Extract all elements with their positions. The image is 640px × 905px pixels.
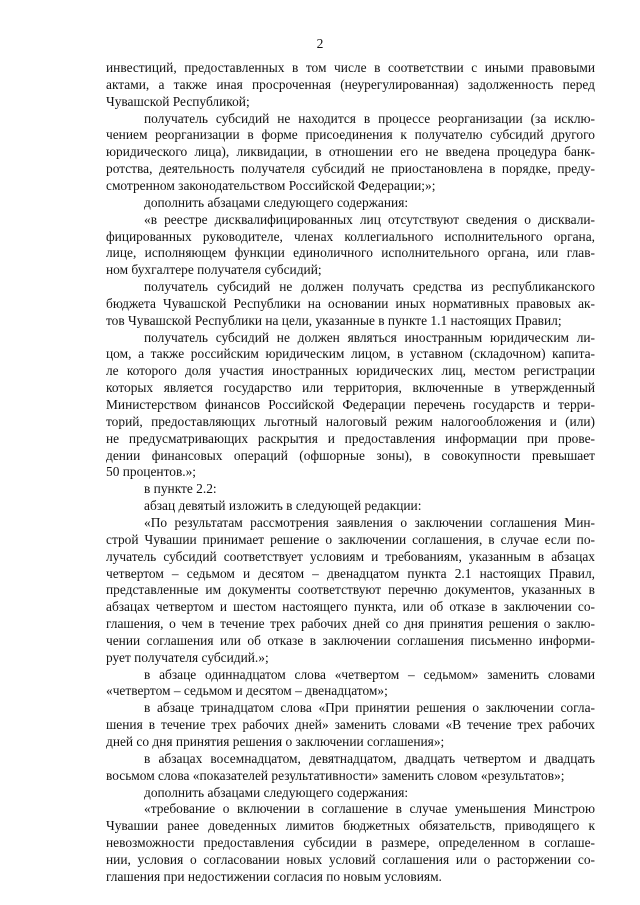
text-line: дней со дня принятия решения о заключении соглашения»; [106,734,445,749]
text-line: лучатель субсидий соответствует условиям и требованиям, указанным в абзацах [106,548,595,564]
text-line: шения в течение трех рабочих дней» заменить словами «В течение трех рабочих [106,717,595,733]
text-line: абзац девятый изложить в следующей редакции: [144,498,422,514]
text-line: четвертом – седьмом и десятом – двенадцатом пункта 2.1 настоящих Правил, [106,565,595,581]
text-line: невозможности предоставления субсидии в размере, определенном в соглаше- [106,835,595,851]
text-line: дополнить абзацами следующего содержания: [144,194,409,210]
text-line: восьмом слова «показателей результативности» заменить словом «результатов»; [106,767,565,783]
text-line: Чувашии ранее доведенных лимитов бюджетных обязательств, приводящего к [106,818,595,834]
text-line: не предусматривающих раскрытия и предоставления информации при прове- [106,430,595,446]
text-line: цом, а также российским юридическим лицом, в уставном (складочном) капита- [106,346,595,362]
text-line: которых является государство или территория, включенные в утвержденный [106,380,595,396]
text-line: в абзацах восемнадцатом, девятнадцатом, двадцать четвертом и двадцать [144,750,595,766]
text-line: представленные им документы соответствуют перечню документов, указанных в [106,582,595,598]
text-line: актами, а также иная просроченная (неурегулированная) задолженность перед [106,76,595,92]
text-line: инвестиций, предоставленных в том числе в соответствии с иными правовыми [106,60,595,75]
text-line: Министерством финансов Российской Федерации перечень государств и терри- [106,397,595,412]
text-line: дении финансовых операций (офшорные зоны), в совокупности превышает [106,447,595,463]
text-line: получатель субсидий не должен являться иностранным юридическим ли- [144,329,595,345]
text-line: «требование о включении в соглашение в случае уменьшения Минстрою [144,801,595,817]
text-line: глашения при недостижении согласия по новым условиям. [106,868,442,884]
text-line: Чувашской Республикой; [106,93,250,109]
text-line: получатель субсидий не находится в процессе реорганизации (за исклю- [144,110,595,126]
text-line: торий, предоставляющих льготный налоговый режим налогообложения и (или) [106,413,595,429]
text-line: глашения, о чем в течение трех рабочих дней со дня принятия решения о заклю- [106,616,595,632]
text-line: фицированных руководителе, членах коллегиального исполнительного органа, [106,228,595,244]
text-line: в абзаце тринадцатом слова «При принятии решения о заключении согла- [144,700,595,716]
text-line: «четвертом – седьмом и десятом – двенадцатом»; [106,683,388,699]
text-line: рует получателя субсидий.»; [106,649,269,665]
text-line: абзацах четвертом и шестом настоящего пункта, или об отказе в заключении со- [106,599,595,615]
text-line: ле которого доля участия иностранных юридических лиц, местом регистрации [106,363,595,379]
text-line: «По результатам рассмотрения заявления о заключении соглашения Мин- [144,514,595,530]
text-line: смотренном законодательством Российской Федерации;»; [106,177,436,193]
text-line: юридического лица), ликвидации, в отношении его не введена процедура банк- [106,144,595,160]
text-line: получатель субсидий не должен получать средства из республиканского [144,279,595,295]
text-line: тов Чувашской Республики на цели, указанные в пункте 1.1 настоящих Правил; [106,312,562,328]
text-line: ротства, деятельность получателя субсидий не приостановлена в порядке, преду- [106,161,595,177]
text-line: 50 процентов.»; [106,464,197,480]
text-line: в абзаце одиннадцатом слова «четвертом – седьмом» заменить словами [144,666,595,682]
text-line: в пункте 2.2: [144,481,217,497]
text-line: «в реестре дисквалифицированных лиц отсутствуют сведения о дисквали- [144,211,595,227]
page-number: 2 [316,36,324,51]
text-line: строй Чувашии принимает решение о заключении соглашения, в случае если по- [106,531,595,547]
text-line: чением реорганизации в форме присоединения к получателю субсидий другого [106,127,595,143]
text-line: бюджета Чувашской Республики на основании иных нормативных правовых ак- [106,295,595,311]
text-line: нии, условия о согласовании новых условий соглашения или о расторжении со- [106,851,595,867]
text-line: лице, исполняющем функции единоличного исполнительного органа, или глав- [106,245,595,261]
text-line: ном бухгалтере получателя субсидий; [106,262,322,278]
text-line: дополнить абзацами следующего содержания: [144,784,409,800]
text-line: чении соглашения или об отказе в заключении соглашения письменно информи- [106,632,595,648]
